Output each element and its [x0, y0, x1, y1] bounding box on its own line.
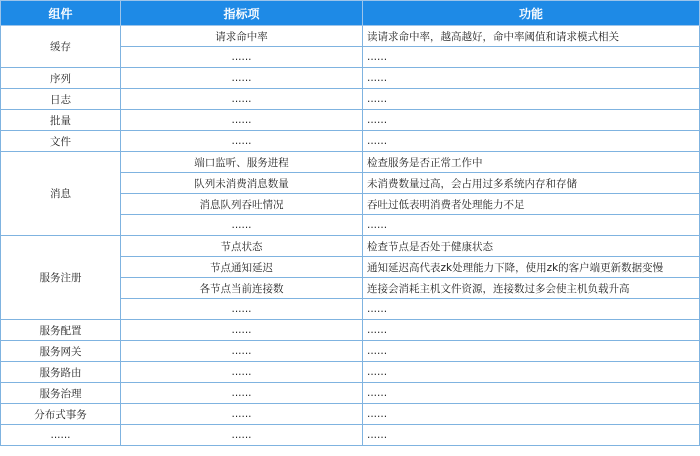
component-cell: 服务注册 — [1, 236, 121, 320]
metric-cell: 消息队列吞吐情况 — [121, 194, 363, 215]
table-row — [1, 68, 700, 89]
function-cell: 吞吐过低表明消费者处理能力不足 — [363, 194, 700, 215]
function-cell: ...... — [363, 383, 700, 404]
function-cell: 未消费数量过高，会占用过多系统内存和存储 — [363, 173, 700, 194]
function-cell: 检查服务是否正常工作中 — [363, 152, 700, 173]
metric-cell: 端口监听、服务进程 — [121, 152, 363, 173]
metric-cell: 节点通知延迟 — [121, 257, 363, 278]
component-cell: 批量 — [1, 110, 121, 131]
metric-cell: ...... — [121, 68, 363, 89]
function-cell: ...... — [363, 68, 700, 89]
table-row — [1, 362, 700, 383]
metric-cell: ...... — [121, 362, 363, 383]
table-row — [1, 341, 700, 362]
function-cell: 读请求命中率，越高越好，命中率阈值和请求模式相关 — [363, 26, 700, 47]
component-cell: 服务网关 — [1, 341, 121, 362]
metric-cell: 节点状态 — [121, 236, 363, 257]
metric-cell: ...... — [121, 131, 363, 152]
component-cell: 服务配置 — [1, 320, 121, 341]
component-cell: 分布式事务 — [1, 404, 121, 425]
table-body — [1, 26, 700, 446]
table-row — [1, 425, 700, 446]
function-cell: ...... — [363, 215, 700, 236]
function-cell: 检查节点是否处于健康状态 — [363, 236, 700, 257]
metric-cell: ...... — [121, 299, 363, 320]
metric-cell: ...... — [121, 89, 363, 110]
metric-cell: ...... — [121, 47, 363, 68]
component-cell: 消息 — [1, 152, 121, 236]
table-row — [1, 404, 700, 425]
header-row — [1, 1, 700, 26]
table-row — [1, 383, 700, 404]
metric-cell: ...... — [121, 383, 363, 404]
header-function: 功能 — [363, 1, 700, 26]
metric-cell: ...... — [121, 341, 363, 362]
function-cell: ...... — [363, 320, 700, 341]
metric-cell: 请求命中率 — [121, 26, 363, 47]
table-row — [1, 110, 700, 131]
table-row — [1, 89, 700, 110]
table-row — [1, 320, 700, 341]
table-row — [1, 131, 700, 152]
function-cell: ...... — [363, 47, 700, 68]
function-cell: ...... — [363, 362, 700, 383]
function-cell: 连接会消耗主机文件资源，连接数过多会使主机负载升高 — [363, 278, 700, 299]
component-cell: 服务路由 — [1, 362, 121, 383]
function-cell: ...... — [363, 131, 700, 152]
component-cell: ...... — [1, 425, 121, 446]
header-metric: 指标项 — [121, 1, 363, 26]
function-cell: ...... — [363, 89, 700, 110]
table-row — [1, 152, 700, 173]
header-component: 组件 — [1, 1, 121, 26]
component-cell: 缓存 — [1, 26, 121, 68]
metric-cell: 队列未消费消息数量 — [121, 173, 363, 194]
component-cell: 日志 — [1, 89, 121, 110]
table-row — [1, 236, 700, 257]
function-cell: ...... — [363, 110, 700, 131]
function-cell: ...... — [363, 404, 700, 425]
function-cell: ...... — [363, 299, 700, 320]
metric-cell: ...... — [121, 404, 363, 425]
function-cell: ...... — [363, 341, 700, 362]
metric-cell: ...... — [121, 320, 363, 341]
function-cell: 通知延迟高代表zk处理能力下降，使用zk的客户端更新数据变慢 — [363, 257, 700, 278]
component-cell: 文件 — [1, 131, 121, 152]
component-cell: 服务治理 — [1, 383, 121, 404]
component-cell: 序列 — [1, 68, 121, 89]
metric-cell: ...... — [121, 110, 363, 131]
function-cell: ...... — [363, 425, 700, 446]
table-row — [1, 26, 700, 47]
metric-cell: ...... — [121, 215, 363, 236]
metric-cell: ...... — [121, 425, 363, 446]
metric-cell: 各节点当前连接数 — [121, 278, 363, 299]
